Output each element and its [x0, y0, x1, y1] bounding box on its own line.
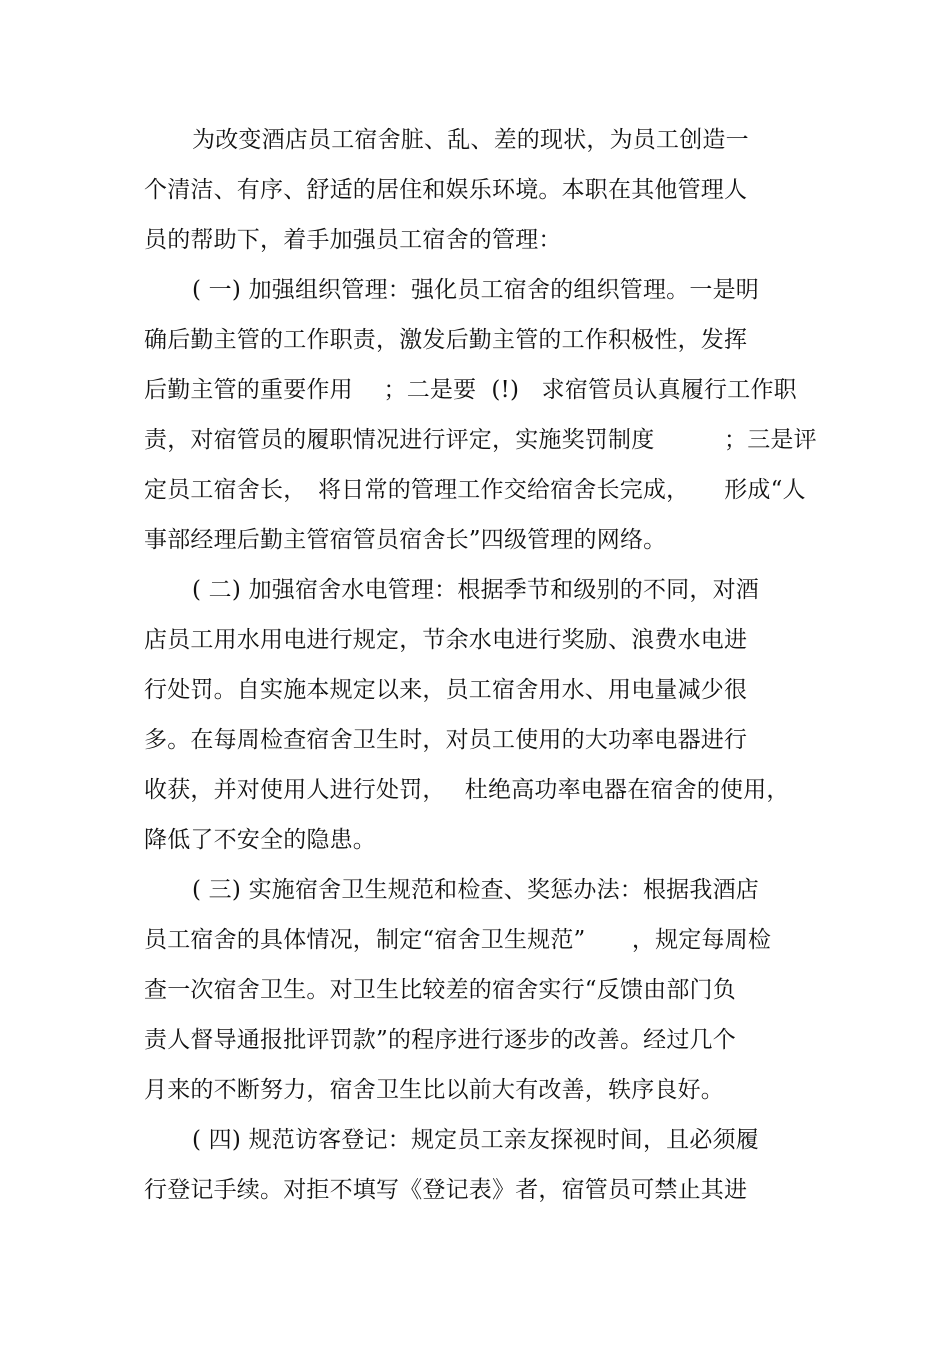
- section-4-line-1: ( 四) 规范访客登记：规定员工亲友探视时间，且必须履: [192, 1127, 759, 1153]
- section-2-line-6: 降低了不安全的隐患。: [144, 827, 376, 853]
- section-3-line-3: 查一次宿舍卫生。对卫生比较差的宿舍实行“反馈由部门负: [144, 977, 736, 1003]
- paragraph-intro-line-2: 个清洁、有序、舒适的居住和娱乐环境。本职在其他管理人: [144, 177, 748, 203]
- section-1-line-2: 确后勤主管的工作职责，激发后勤主管的工作积极性，发挥: [144, 327, 748, 353]
- section-1-line-6: 事部经理后勤主管宿管员宿舍长”四级管理的网络。: [144, 527, 667, 553]
- section-1-line-4: 责，对宿管员的履职情况进行评定，实施奖罚制度 ；三是评: [144, 427, 817, 453]
- section-2-line-1: ( 二) 加强宿舍水电管理：根据季节和级别的不同，对酒: [192, 577, 759, 603]
- paragraph-intro-line-1: 为改变酒店员工宿舍脏、乱、差的现状，为员工创造一: [192, 127, 749, 153]
- section-2-line-5: 收获，并对使用人进行处罚， 杜绝高功率电器在宿舍的使用，: [144, 777, 790, 803]
- section-1-line-1: ( 一) 加强组织管理：强化员工宿舍的组织管理。一是明: [192, 277, 759, 303]
- section-3-line-1: ( 三) 实施宿舍卫生规范和检查、奖惩办法：根据我酒店: [192, 877, 759, 903]
- section-2-line-3: 行处罚。自实施本规定以来，员工宿舍用水、用电量减少很: [144, 677, 748, 703]
- section-4-line-2: 行登记手续。对拒不填写《登记表》者，宿管员可禁止其进: [144, 1177, 748, 1203]
- section-1-line-3: 后勤主管的重要作用 ；二是要 (!) 求宿管员认真履行工作职: [144, 377, 797, 403]
- section-1-line-5: 定员工宿舍长， 将日常的管理工作交给宿舍长完成， 形成“人: [144, 477, 806, 503]
- section-3-line-4: 责人督导通报批评罚款”的程序进行逐步的改善。经过几个: [144, 1027, 736, 1053]
- section-3-line-5: 月来的不断努力，宿舍卫生比以前大有改善，轶序良好。: [144, 1077, 724, 1103]
- section-2-line-2: 店员工用水用电进行规定，节余水电进行奖励、浪费水电进: [144, 627, 748, 653]
- paragraph-intro-line-3: 员的帮助下，着手加强员工宿舍的管理：: [144, 227, 562, 253]
- section-2-line-4: 多。在每周检查宿舍卫生时，对员工使用的大功率电器进行: [144, 727, 748, 753]
- section-3-line-2: 员工宿舍的具体情况，制定“宿舍卫生规范” ，规定每周检: [144, 927, 772, 953]
